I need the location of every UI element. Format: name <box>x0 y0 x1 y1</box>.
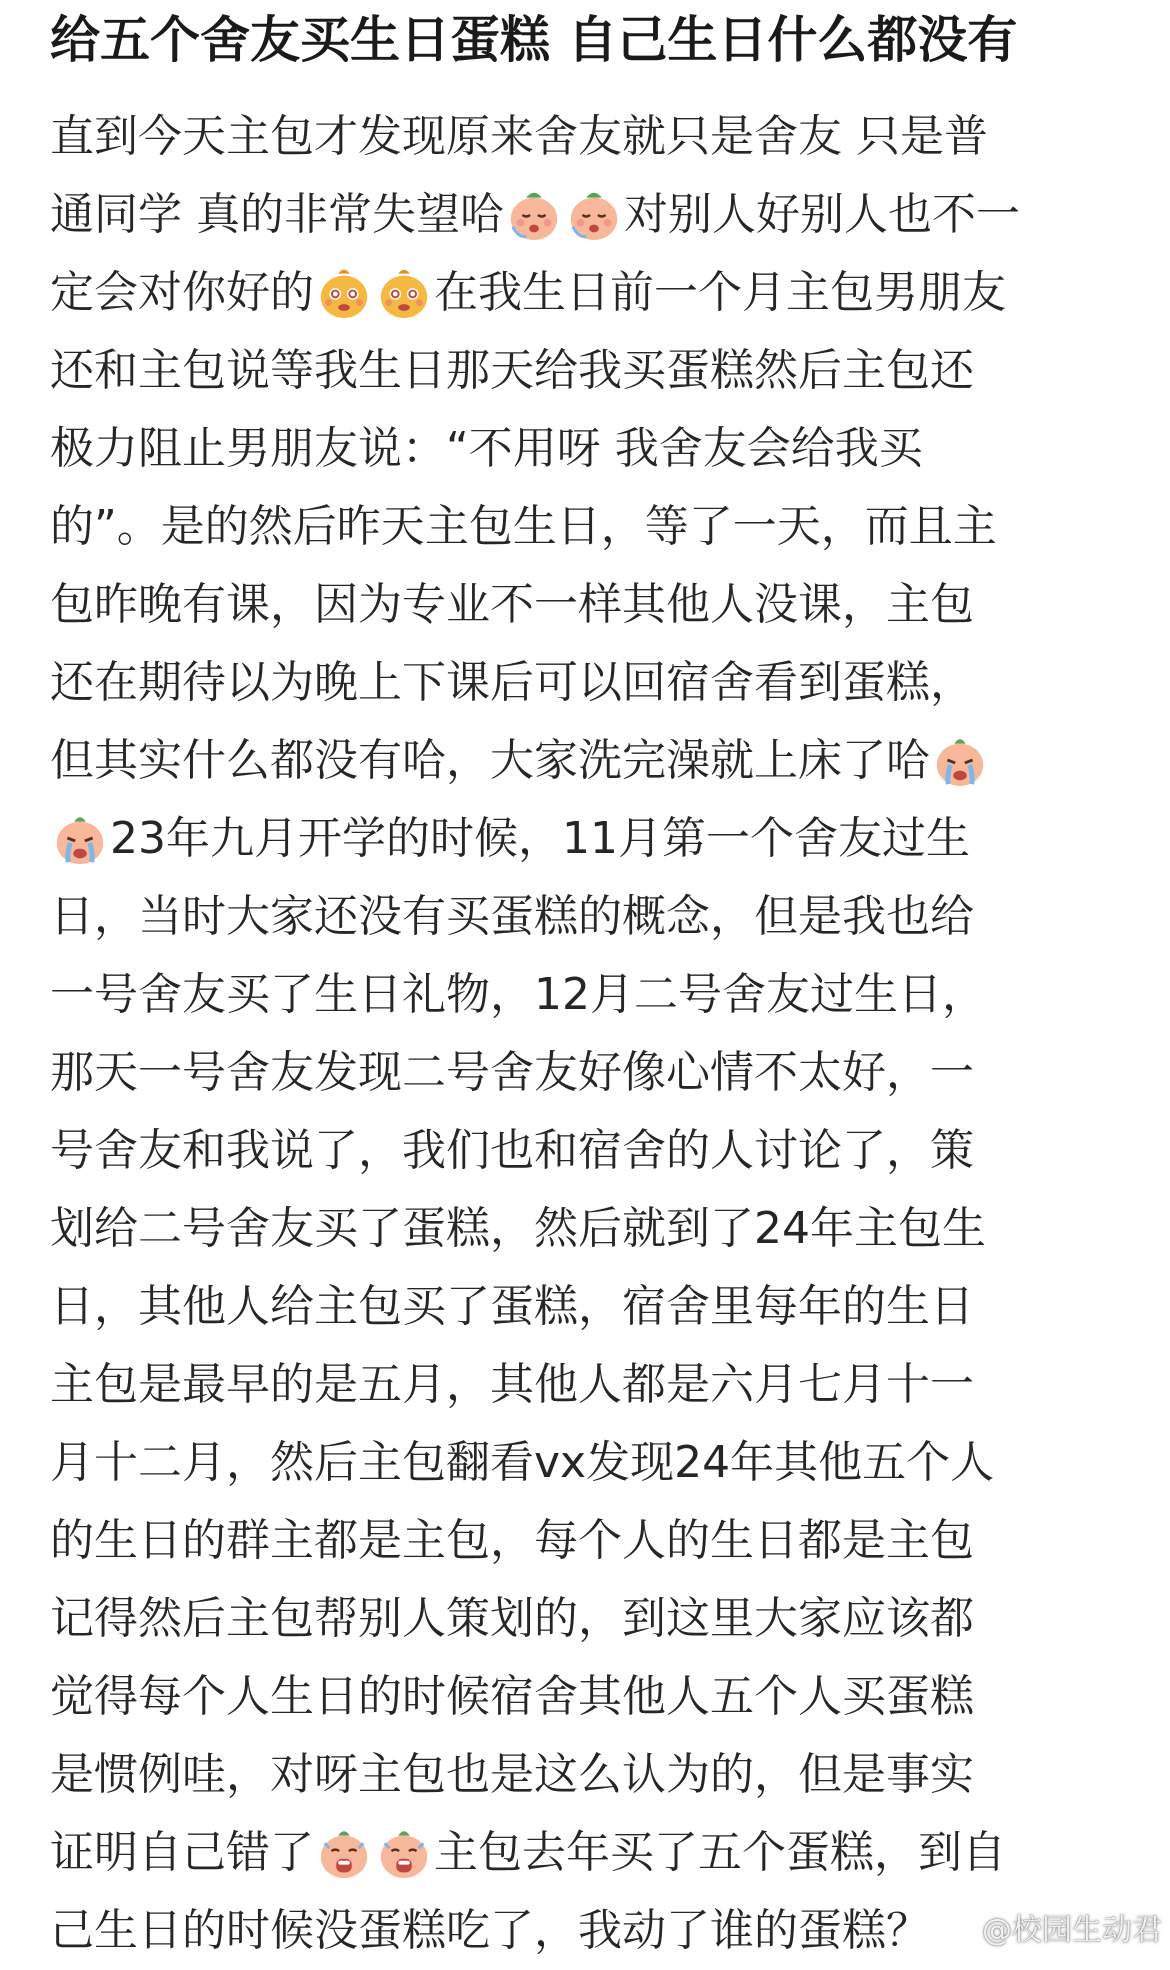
body-text: 号舍友和我说了，我们也和宿舍的人讨论了，策 <box>50 1125 974 1176</box>
body-line <box>50 330 1122 408</box>
body-text: 觉得每个人生日的时候宿舍其他人五个人买蛋糕 <box>50 1671 974 1722</box>
body-text: 一号舍友买了生日礼物，12月二号舍友过生日， <box>50 969 986 1020</box>
post-body <box>50 96 1122 1968</box>
sobbing-face-emoji <box>51 810 109 868</box>
body-text: 主包是最早的是五月，其他人都是六月七月十一 <box>50 1359 974 1410</box>
body-line <box>50 642 1122 720</box>
body-line <box>50 96 1122 174</box>
body-line <box>50 720 1122 798</box>
body-line <box>50 1734 1122 1812</box>
body-line <box>50 954 1122 1032</box>
body-text: 主包去年买了五个蛋糕，到自 <box>434 1827 1006 1878</box>
body-line <box>50 1344 1122 1422</box>
body-line <box>50 1812 1122 1890</box>
body-line <box>50 798 1122 876</box>
watermark: @校园生动君 <box>982 1913 1162 1948</box>
body-line <box>50 876 1122 954</box>
body-text: 定会对你好的 <box>50 267 314 318</box>
body-line <box>50 252 1122 330</box>
body-text: 日，其他人给主包买了蛋糕，宿舍里每年的生日 <box>50 1281 974 1332</box>
body-line <box>50 1890 1122 1968</box>
body-text: 的”。是的然后昨天主包生日，等了一天，而且主 <box>50 501 997 552</box>
body-line <box>50 408 1122 486</box>
body-text: 还在期待以为晚上下课后可以回宿舍看到蛋糕， <box>50 657 974 708</box>
post-title: 给五个舍友买生日蛋糕 自己生日什么都没有 <box>50 11 1018 69</box>
body-line <box>50 1188 1122 1266</box>
dizzy-face-emoji <box>375 264 433 322</box>
body-text: 是惯例哇，对呀主包也是这么认为的，但是事实 <box>50 1749 974 1800</box>
body-line <box>50 1032 1122 1110</box>
body-line <box>50 174 1122 252</box>
body-text: 对别人好别人也不一 <box>624 189 1020 240</box>
body-text: 极力阻止男朋友说：“不用呀 我舍友会给我买 <box>50 423 923 474</box>
body-text: 还和主包说等我生日那天给我买蛋糕然后主包还 <box>50 345 974 396</box>
body-text: 的生日的群主都是主包，每个人的生日都是主包 <box>50 1515 974 1566</box>
body-line <box>50 1500 1122 1578</box>
body-line <box>50 1266 1122 1344</box>
body-text: 23年九月开学的时候，11月第一个舍友过生 <box>110 813 970 864</box>
body-text: 通同学 真的非常失望哈 <box>50 189 504 240</box>
body-text: 证明自己错了 <box>50 1827 314 1878</box>
body-line <box>50 564 1122 642</box>
body-text: 己生日的时候没蛋糕吃了，我动了谁的蛋糕？ <box>50 1905 930 1956</box>
body-line <box>50 1422 1122 1500</box>
body-line <box>50 1578 1122 1656</box>
body-text: 划给二号舍友买了蛋糕，然后就到了24年主包生 <box>50 1203 986 1254</box>
screaming-face-emoji <box>315 1824 373 1882</box>
body-text: 包昨晚有课，因为专业不一样其他人没课，主包 <box>50 579 974 630</box>
body-text: 记得然后主包帮别人策划的，到这里大家应该都 <box>50 1593 974 1644</box>
body-line <box>50 1110 1122 1188</box>
crying-face-emoji <box>565 186 623 244</box>
body-line <box>50 1656 1122 1734</box>
body-text: 直到今天主包才发现原来舍友就只是舍友 只是普 <box>50 111 988 162</box>
body-line <box>50 486 1122 564</box>
body-text: 月十二月，然后主包翻看vx发现24年其他五个人 <box>50 1437 995 1488</box>
sobbing-face-emoji <box>931 732 989 790</box>
body-text: 那天一号舍友发现二号舍友好像心情不太好，一 <box>50 1047 974 1098</box>
body-text: 日，当时大家还没有买蛋糕的概念，但是我也给 <box>50 891 974 942</box>
screaming-face-emoji <box>375 1824 433 1882</box>
body-text: 但其实什么都没有哈，大家洗完澡就上床了哈 <box>50 735 930 786</box>
body-text: 在我生日前一个月主包男朋友 <box>434 267 1006 318</box>
crying-face-emoji <box>505 186 563 244</box>
dizzy-face-emoji <box>315 264 373 322</box>
